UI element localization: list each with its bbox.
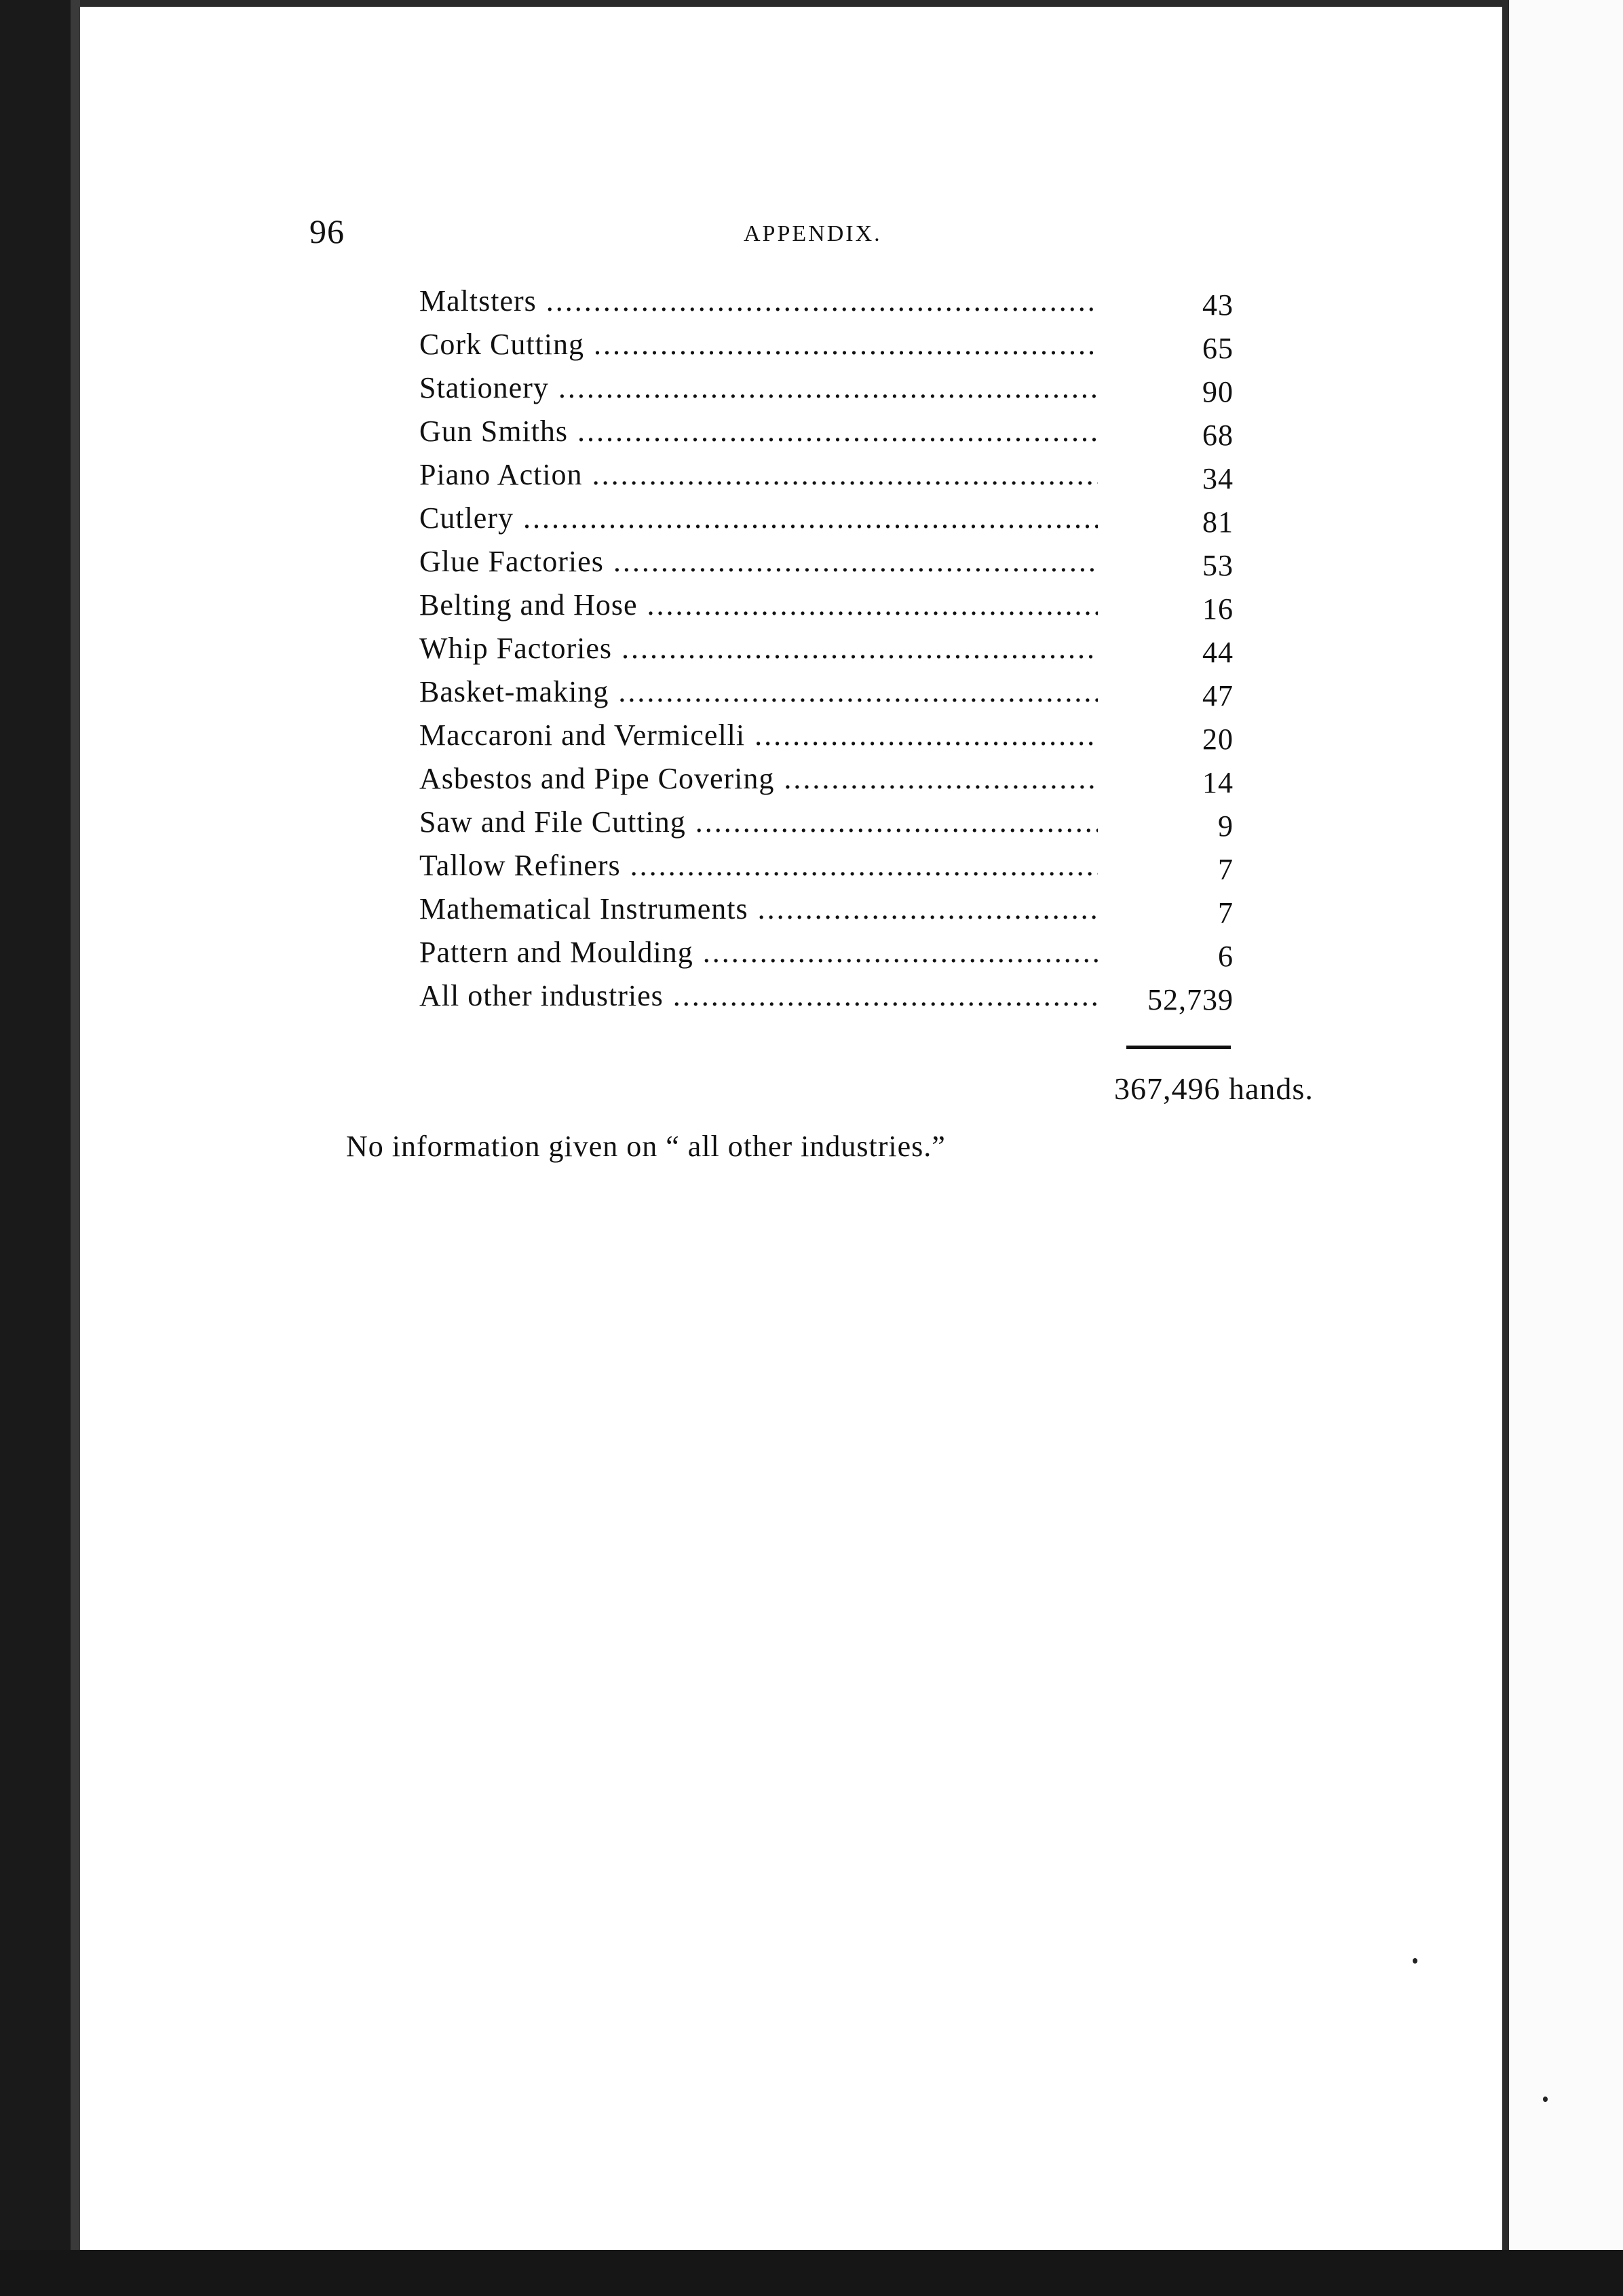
book-binding-shadow — [71, 0, 80, 2296]
industry-table — [419, 284, 1234, 1022]
row-label: Glue Factories ..... — [419, 544, 1098, 579]
book-binding-edge — [0, 0, 80, 2296]
row-label: All other industries ..... — [419, 978, 1098, 1013]
row-value: 81 — [1202, 505, 1234, 539]
table-row — [419, 457, 1234, 501]
table-row — [419, 414, 1234, 457]
page-number: 96 — [309, 212, 345, 250]
row-value: 68 — [1202, 419, 1234, 452]
row-value: 14 — [1202, 766, 1234, 799]
total-value: 367,496 hands. — [1114, 1071, 1314, 1106]
row-label: Cutlery ..... — [419, 501, 1098, 535]
table-row — [419, 674, 1234, 718]
row-value: 43 — [1202, 288, 1234, 322]
row-label: Basket-making ..... — [419, 674, 1098, 709]
table-row — [419, 805, 1234, 848]
table-row — [419, 544, 1234, 588]
row-label: Cork Cutting ..... — [419, 327, 1098, 362]
page-top-edge — [80, 0, 1512, 7]
row-label: Stationery ..... — [419, 370, 1098, 405]
table-row — [419, 501, 1234, 544]
row-value: 90 — [1202, 375, 1234, 408]
page-fold-line — [1502, 0, 1509, 2250]
sum-rule — [1126, 1046, 1231, 1049]
row-value: 7 — [1218, 896, 1234, 930]
row-label: Piano Action ..... — [419, 457, 1098, 492]
table-row — [419, 588, 1234, 631]
row-value: 20 — [1202, 723, 1234, 756]
table-row — [419, 284, 1234, 327]
row-label: Tallow Refiners ..... — [419, 848, 1098, 883]
table-row — [419, 718, 1234, 761]
row-label: Maccaroni and Vermicelli ..... — [419, 718, 1098, 752]
table-row — [419, 761, 1234, 805]
table-row — [419, 370, 1234, 414]
table-row — [419, 848, 1234, 892]
table-row — [419, 892, 1234, 935]
table-row — [419, 935, 1234, 978]
scan-speck — [1413, 1958, 1417, 1964]
row-value: 53 — [1202, 549, 1234, 582]
row-label: Belting and Hose ..... — [419, 588, 1098, 622]
running-head: APPENDIX. — [744, 221, 882, 246]
table-row — [419, 327, 1234, 370]
row-value: 34 — [1202, 462, 1234, 495]
row-label: Gun Smiths ..... — [419, 414, 1098, 448]
row-value: 65 — [1202, 332, 1234, 365]
row-value: 47 — [1202, 679, 1234, 712]
row-value: 7 — [1218, 853, 1234, 886]
row-label: Whip Factories ..... — [419, 631, 1098, 666]
row-value: 44 — [1202, 636, 1234, 669]
adjacent-page-edge — [1509, 0, 1623, 2250]
scan-speck — [1543, 2097, 1548, 2102]
row-label: Mathematical Instruments ..... — [419, 892, 1098, 926]
row-label: Asbestos and Pipe Covering ..... — [419, 761, 1098, 796]
row-value: 9 — [1218, 809, 1234, 843]
table-row — [419, 631, 1234, 674]
table-row — [419, 978, 1234, 1022]
row-value: 16 — [1202, 592, 1234, 626]
row-value: 52,739 — [1147, 983, 1234, 1016]
row-label: Maltsters ..... — [419, 284, 1098, 318]
row-label: Pattern and Moulding ..... — [419, 935, 1098, 970]
row-label: Saw and File Cutting ..... — [419, 805, 1098, 839]
footnote: No information given on “ all other industries.” — [346, 1130, 946, 1163]
row-value: 6 — [1218, 940, 1234, 973]
page-bottom-edge — [0, 2250, 1623, 2296]
